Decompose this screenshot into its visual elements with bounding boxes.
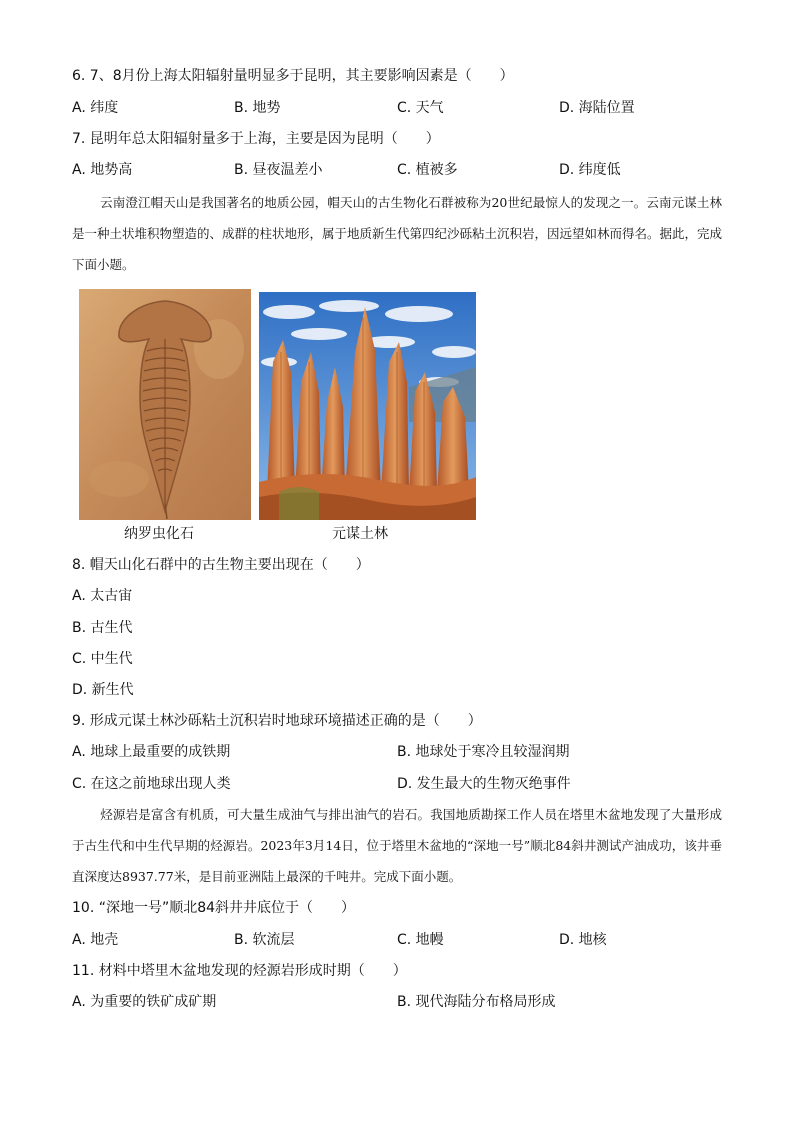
tulin-caption: 元谋土林 (332, 526, 388, 542)
passage-maotianshan: 云南澄江帽天山是我国著名的地质公园，帽天山的古生物化石群被称为20世纪最惊人的发现之一。云南元谋土林是一种土状堆积物塑造的、成群的柱状地形，属于地质新生代第四纪沙砾粘土沉积岩，因远望如林而得名。据此，完成下面小题。 (72, 195, 723, 272)
question-11-stem: 11. 材料中塔里木盆地发现的烃源岩形成时期（ ） (72, 963, 407, 979)
question-7-stem: 7. 昆明年总太阳辐射量多于上海，主要是因为昆明（ ） (72, 131, 440, 147)
q7-option-d: D. 纬度低 (559, 162, 621, 178)
q11-option-a: A. 为重要的铁矿成矿期 (72, 994, 217, 1010)
fossil-photo (79, 289, 251, 520)
question-9-stem: 9. 形成元谋土林沙砾粘土沉积岩时地球环境描述正确的是（ ） (72, 713, 482, 729)
question-8-stem: 8. 帽天山化石群中的古生物主要出现在（ ） (72, 557, 370, 573)
q11-option-b: B. 现代海陆分布格局形成 (397, 994, 556, 1010)
q6-option-d: D. 海陆位置 (559, 100, 635, 116)
passage-source-rock: 烃源岩是富含有机质，可大量生成油气与排出油气的岩石。我国地质勘探工作人员在塔里木盆地发现了大量形成于古生代和中生代早期的烃源岩。2023年3月14日，位于塔里木盆地的“深地一号”顺北84斜井测试产油成功，该井垂直深度达8937.77米，是目前亚洲陆上最深的千吨井。完成下面小题。 (72, 807, 722, 884)
q9-option-a: A. 地球上最重要的成铁期 (72, 744, 231, 760)
q10-option-c: C. 地幔 (397, 932, 444, 948)
q7-option-b: B. 昼夜温差小 (234, 162, 323, 178)
q8-option-c: C. 中生代 (72, 651, 133, 667)
q10-option-b: B. 软流层 (234, 932, 295, 948)
q9-option-d: D. 发生最大的生物灭绝事件 (397, 776, 571, 792)
fossil-caption: 纳罗虫化石 (124, 526, 194, 542)
q6-option-c: C. 天气 (397, 100, 444, 116)
q7-option-a: A. 地势高 (72, 162, 133, 178)
q10-option-d: D. 地核 (559, 932, 607, 948)
q9-option-b: B. 地球处于寒冷且较湿润期 (397, 744, 570, 760)
q6-option-b: B. 地势 (234, 100, 281, 116)
question-6-stem: 6. 7、8月份上海太阳辐射量明显多于昆明，其主要影响因素是（ ） (72, 68, 514, 84)
tulin-photo (259, 292, 476, 520)
q8-option-a: A. 太古宙 (72, 588, 133, 604)
question-10-stem: 10. “深地一号”顺北84斜井井底位于（ ） (72, 900, 356, 916)
q8-option-d: D. 新生代 (72, 682, 134, 698)
q10-option-a: A. 地壳 (72, 932, 119, 948)
q6-option-a: A. 纬度 (72, 100, 119, 116)
q7-option-c: C. 植被多 (397, 162, 458, 178)
q9-option-c: C. 在这之前地球出现人类 (72, 776, 231, 792)
q8-option-b: B. 古生代 (72, 620, 133, 636)
